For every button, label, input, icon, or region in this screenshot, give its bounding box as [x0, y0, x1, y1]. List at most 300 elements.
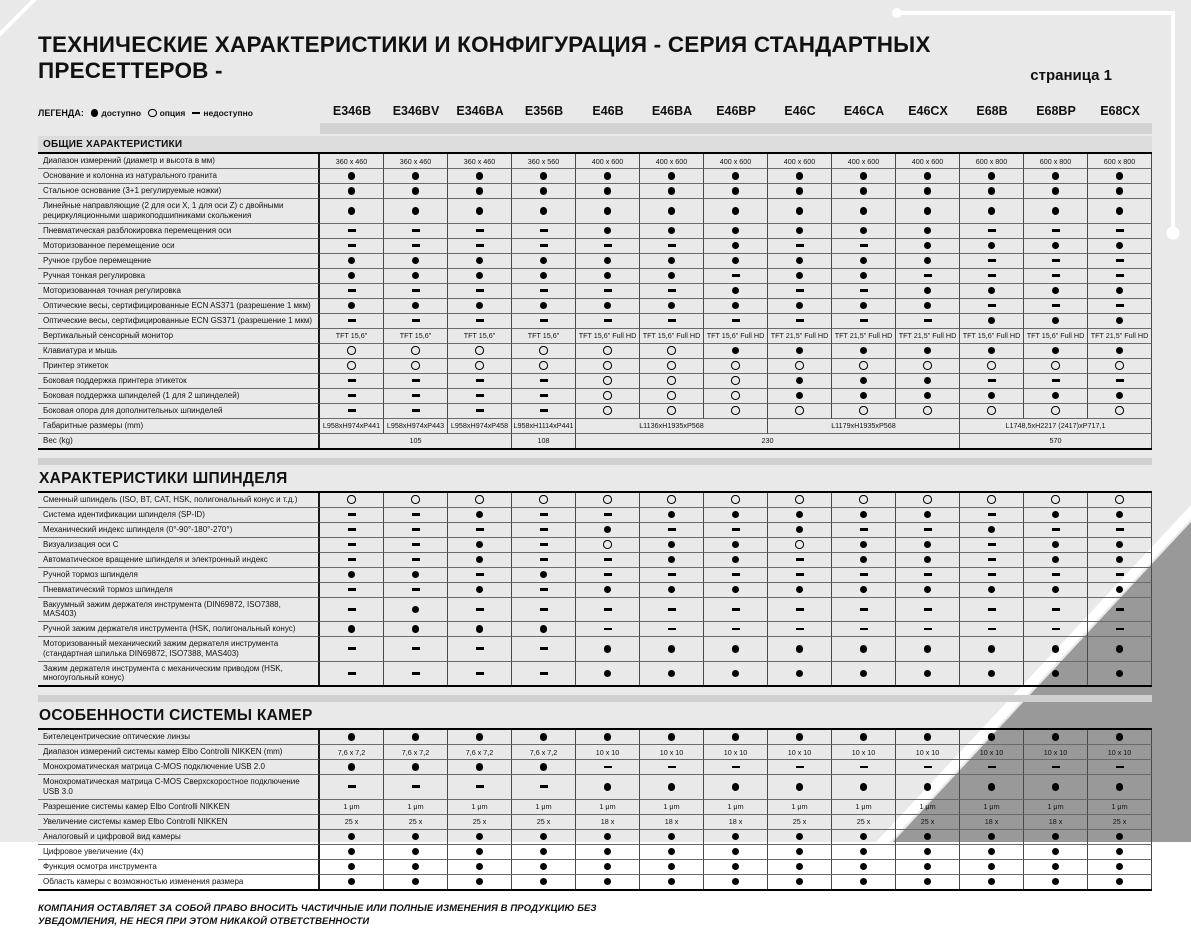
- not-available-icon: [924, 608, 932, 611]
- spec-cell: [960, 860, 1024, 875]
- available-icon: [988, 187, 996, 195]
- available-icon: [412, 207, 420, 215]
- not-available-icon: [540, 647, 548, 650]
- not-available-icon: [732, 274, 740, 277]
- not-available-icon: [1052, 379, 1060, 382]
- available-icon: [1052, 347, 1060, 355]
- option-icon: [987, 361, 996, 370]
- spec-cell: [768, 169, 832, 184]
- option-icon: [923, 495, 932, 504]
- spec-cell: [704, 830, 768, 845]
- available-icon: [988, 207, 996, 215]
- spec-cell: [704, 860, 768, 875]
- not-available-icon: [412, 289, 420, 292]
- not-available-icon: [1116, 573, 1124, 576]
- row-label: Вертикальный сенсорный монитор: [38, 329, 320, 344]
- available-icon: [924, 242, 932, 250]
- available-icon: [796, 645, 804, 653]
- model-column-header: E46CA: [832, 104, 896, 120]
- spec-cell: [448, 622, 512, 637]
- spec-table: [38, 493, 1152, 688]
- spec-cell: [448, 224, 512, 239]
- table-row: [38, 598, 1152, 623]
- spec-cell: [896, 224, 960, 239]
- available-icon: [476, 586, 484, 594]
- spec-cell: [960, 568, 1024, 583]
- available-icon: [476, 187, 484, 195]
- not-available-icon: [412, 379, 420, 382]
- available-icon: [1052, 207, 1060, 215]
- spec-cell: [576, 389, 640, 404]
- option-icon: [603, 406, 612, 415]
- option-icon: [795, 361, 804, 370]
- option-icon: [859, 495, 868, 504]
- spec-cell: [960, 404, 1024, 419]
- available-icon: [604, 783, 612, 791]
- spec-cell: [576, 730, 640, 745]
- not-available-icon: [412, 672, 420, 675]
- spec-cell: [1024, 730, 1088, 745]
- available-icon: [1116, 172, 1124, 180]
- not-available-icon: [924, 766, 932, 769]
- spec-cell: [1024, 169, 1088, 184]
- not-available-icon: [732, 573, 740, 576]
- not-available-icon: [604, 573, 612, 576]
- available-icon: [604, 863, 612, 871]
- spec-cell: [384, 662, 448, 686]
- spec-cell: [1024, 299, 1088, 314]
- option-icon: [795, 540, 804, 549]
- spec-cell: [384, 404, 448, 419]
- spec-cell: 105: [320, 434, 512, 448]
- spec-cell: [384, 523, 448, 538]
- available-icon: [924, 302, 932, 310]
- available-icon: [604, 848, 612, 856]
- not-available-icon: [412, 558, 420, 561]
- spec-cell: [960, 269, 1024, 284]
- spec-cell: [1024, 199, 1088, 224]
- available-icon: [924, 257, 932, 265]
- not-available-icon: [604, 244, 612, 247]
- available-icon: [604, 670, 612, 678]
- not-available-icon: [540, 289, 548, 292]
- available-icon: [732, 187, 740, 195]
- spec-cell: [576, 224, 640, 239]
- spec-cell: [512, 553, 576, 568]
- spec-cell: 18 x: [704, 815, 768, 830]
- model-column-header: E346BV: [384, 104, 448, 120]
- available-icon: [412, 863, 420, 871]
- row-label: Моторизованный механический зажим держателя инструмента (стандартная шпилька DIN69872, ISO7388, MAS403): [38, 637, 320, 662]
- spec-cell: [704, 508, 768, 523]
- not-available-icon: [860, 319, 868, 322]
- option-icon: [731, 406, 740, 415]
- option-icon: [1051, 361, 1060, 370]
- row-label: Стальное основание (3+1 регулируемые ножки): [38, 184, 320, 199]
- not-available-icon: [1116, 628, 1124, 631]
- table-row: [38, 389, 1152, 404]
- available-icon: [732, 287, 740, 295]
- spec-cell: [640, 224, 704, 239]
- option-icon: [731, 376, 740, 385]
- spec-cell: [704, 568, 768, 583]
- spec-cell: [960, 169, 1024, 184]
- available-icon: [476, 257, 484, 265]
- spec-cell: [1088, 493, 1152, 508]
- not-available-icon: [1052, 608, 1060, 611]
- spec-cell: [832, 875, 896, 889]
- model-column-header: E356B: [512, 104, 576, 120]
- model-column-header: E346B: [320, 104, 384, 120]
- spec-cell: [576, 314, 640, 329]
- not-available-icon: [412, 528, 420, 531]
- spec-cell: [960, 199, 1024, 224]
- spec-cell: 1 μm: [704, 800, 768, 815]
- available-icon: [348, 878, 356, 886]
- spec-cell: [704, 583, 768, 598]
- available-icon: [668, 556, 676, 564]
- spec-cell: 25 x: [832, 815, 896, 830]
- not-available-icon: [668, 244, 676, 247]
- available-icon: [860, 783, 868, 791]
- spec-cell: 10 x 10: [832, 745, 896, 760]
- not-available-icon: [732, 608, 740, 611]
- spec-cell: [896, 374, 960, 389]
- spec-cell: [384, 538, 448, 553]
- not-available-icon: [1116, 259, 1124, 262]
- spec-cell: [1024, 493, 1088, 508]
- spec-cell: [576, 760, 640, 775]
- option-icon: [795, 406, 804, 415]
- spec-cell: [768, 830, 832, 845]
- spec-cell: [896, 637, 960, 662]
- not-available-icon: [988, 608, 996, 611]
- available-icon: [1116, 556, 1124, 564]
- available-icon: [476, 302, 484, 310]
- spec-cell: [704, 622, 768, 637]
- spec-cell: [576, 875, 640, 889]
- row-label: Механический индекс шпинделя (0°-90°-180°-270°): [38, 523, 320, 538]
- spec-cell: [704, 254, 768, 269]
- spec-cell: [768, 314, 832, 329]
- not-available-icon: [1052, 259, 1060, 262]
- option-icon: [539, 361, 548, 370]
- option-icon: [411, 346, 420, 355]
- available-icon: [604, 302, 612, 310]
- spec-cell: [1024, 830, 1088, 845]
- not-available-icon: [1052, 628, 1060, 631]
- spec-cell: [960, 775, 1024, 800]
- spec-cell: 1 μm: [768, 800, 832, 815]
- spec-cell: [1088, 830, 1152, 845]
- spec-cell: [384, 637, 448, 662]
- not-available-icon: [348, 785, 356, 788]
- not-available-icon: [348, 672, 356, 675]
- table-row: [38, 830, 1152, 845]
- spec-cell: [640, 239, 704, 254]
- table-row: [38, 760, 1152, 775]
- spec-cell: [1024, 404, 1088, 419]
- available-icon: [412, 571, 420, 579]
- spec-cell: [320, 169, 384, 184]
- spec-cell: [704, 389, 768, 404]
- spec-table: [38, 730, 1152, 891]
- spec-cell: [384, 299, 448, 314]
- table-row: [38, 662, 1152, 686]
- available-icon: [924, 207, 932, 215]
- row-label: Аналоговый и цифровой вид камеры: [38, 830, 320, 845]
- spec-cell: [768, 493, 832, 508]
- available-icon: [860, 586, 868, 594]
- available-icon: [668, 670, 676, 678]
- not-available-icon: [860, 528, 868, 531]
- available-icon: [924, 347, 932, 355]
- available-icon: [796, 257, 804, 265]
- spec-cell: [768, 662, 832, 686]
- table-row: [38, 239, 1152, 254]
- spec-cell: TFT 15,6": [384, 329, 448, 344]
- table-row: [38, 184, 1152, 199]
- not-available-icon: [348, 244, 356, 247]
- spec-cell: TFT 21,5" Full HD: [832, 329, 896, 344]
- spec-cell: [640, 830, 704, 845]
- available-icon: [1116, 392, 1124, 400]
- option-icon: [347, 495, 356, 504]
- spec-cell: TFT 21,5" Full HD: [896, 329, 960, 344]
- available-icon: [476, 833, 484, 841]
- available-icon: [1116, 242, 1124, 250]
- spec-cell: [832, 224, 896, 239]
- spec-cell: TFT 21,5" Full HD: [768, 329, 832, 344]
- spec-cell: 360 x 460: [320, 154, 384, 169]
- spec-cell: 18 x: [1024, 815, 1088, 830]
- spec-cell: [576, 299, 640, 314]
- not-available-icon: [796, 608, 804, 611]
- spec-cell: [512, 637, 576, 662]
- spec-cell: 1 μm: [576, 800, 640, 815]
- spec-cell: [512, 583, 576, 598]
- not-available-icon: [1052, 766, 1060, 769]
- spec-cell: [832, 314, 896, 329]
- spec-cell: [320, 538, 384, 553]
- spec-cell: [320, 284, 384, 299]
- option-icon: [475, 361, 484, 370]
- not-available-icon: [796, 558, 804, 561]
- available-icon: [924, 392, 932, 400]
- spec-cell: [1088, 344, 1152, 359]
- not-available-icon: [348, 543, 356, 546]
- legend-item-unavailable: [192, 108, 253, 118]
- spec-cell: [576, 184, 640, 199]
- spec-cell: [384, 568, 448, 583]
- not-available-icon: [476, 785, 484, 788]
- spec-cell: [768, 254, 832, 269]
- spec-cell: [384, 344, 448, 359]
- available-icon: [668, 172, 676, 180]
- spec-cell: [512, 254, 576, 269]
- spec-cell: [768, 553, 832, 568]
- spec-cell: [384, 184, 448, 199]
- spec-cell: 10 x 10: [1088, 745, 1152, 760]
- not-available-icon: [924, 319, 932, 322]
- available-icon: [668, 257, 676, 265]
- row-label: Вес (kg): [38, 434, 320, 448]
- available-icon: [732, 227, 740, 235]
- spec-cell: [1024, 845, 1088, 860]
- not-available-icon: [988, 513, 996, 516]
- spec-cell: 10 x 10: [1024, 745, 1088, 760]
- spec-cell: [320, 775, 384, 800]
- spec-cell: 400 x 600: [640, 154, 704, 169]
- available-icon: [988, 670, 996, 678]
- spec-cell: 400 x 600: [832, 154, 896, 169]
- spec-cell: 25 x: [768, 815, 832, 830]
- option-icon: [667, 361, 676, 370]
- spec-cell: [320, 637, 384, 662]
- available-icon: [796, 187, 804, 195]
- spec-cell: [896, 622, 960, 637]
- spec-cell: TFT 15,6": [512, 329, 576, 344]
- spec-cell: [640, 344, 704, 359]
- available-icon: [604, 733, 612, 741]
- spec-cell: [576, 637, 640, 662]
- available-icon: [476, 863, 484, 871]
- spec-cell: [640, 389, 704, 404]
- spec-cell: [768, 622, 832, 637]
- spec-cell: 1 μm: [512, 800, 576, 815]
- spec-cell: [960, 598, 1024, 623]
- spec-cell: [960, 508, 1024, 523]
- available-icon: [796, 848, 804, 856]
- available-icon: [796, 392, 804, 400]
- available-icon: [732, 645, 740, 653]
- available-icon: [988, 347, 996, 355]
- spec-cell: [1088, 269, 1152, 284]
- not-available-icon: [412, 409, 420, 412]
- not-available-icon: [412, 229, 420, 232]
- spec-cell: [768, 389, 832, 404]
- model-column-header: E46BA: [640, 104, 704, 120]
- spec-cell: [640, 374, 704, 389]
- available-icon: [860, 347, 868, 355]
- spec-cell: 360 x 460: [448, 154, 512, 169]
- spec-cell: [1088, 184, 1152, 199]
- spec-cell: [448, 598, 512, 623]
- spec-cell: [832, 523, 896, 538]
- spec-cell: [512, 299, 576, 314]
- model-column-header: E68CX: [1088, 104, 1152, 120]
- not-available-icon: [476, 672, 484, 675]
- model-header-row: [38, 104, 1152, 120]
- not-available-icon: [1116, 608, 1124, 611]
- spec-cell: [576, 284, 640, 299]
- spec-cell: [704, 662, 768, 686]
- spec-cell: [960, 662, 1024, 686]
- spec-cell: [320, 404, 384, 419]
- option-icon: [1051, 495, 1060, 504]
- available-icon: [1116, 347, 1124, 355]
- spec-cell: [512, 284, 576, 299]
- not-available-icon: [732, 628, 740, 631]
- spec-cell: [448, 508, 512, 523]
- spec-cell: [704, 199, 768, 224]
- row-label: Монохроматическая матрица C-MOS Сверхскоростное подключение USB 3.0: [38, 775, 320, 800]
- spec-cell: [832, 199, 896, 224]
- table-row: [38, 800, 1152, 815]
- spec-cell: [960, 637, 1024, 662]
- accent-line-end-dot: [1167, 227, 1180, 240]
- spec-cell: [512, 404, 576, 419]
- table-row: [38, 622, 1152, 637]
- available-icon: [924, 227, 932, 235]
- spec-cell: [640, 662, 704, 686]
- spec-cell: [512, 493, 576, 508]
- available-icon: [540, 187, 548, 195]
- not-available-icon: [988, 766, 996, 769]
- spec-cell: [768, 860, 832, 875]
- spec-cell: [832, 662, 896, 686]
- not-available-icon: [476, 528, 484, 531]
- spec-cell: [1024, 523, 1088, 538]
- spec-cell: [640, 875, 704, 889]
- not-available-icon: [604, 513, 612, 516]
- spec-cell: [640, 523, 704, 538]
- not-available-icon: [668, 766, 676, 769]
- not-available-icon: [1052, 573, 1060, 576]
- available-icon: [1052, 556, 1060, 564]
- available-icon: [604, 526, 612, 534]
- row-label: Клавиатура и мышь: [38, 344, 320, 359]
- spec-cell: [384, 553, 448, 568]
- available-icon: [604, 257, 612, 265]
- spec-cell: [704, 284, 768, 299]
- spec-cell: [576, 344, 640, 359]
- available-icon: [348, 763, 356, 771]
- not-available-icon: [860, 608, 868, 611]
- available-icon: [924, 172, 932, 180]
- row-label: Пневматический тормоз шпинделя: [38, 583, 320, 598]
- spec-cell: [896, 299, 960, 314]
- row-label: Цифровое увеличение (4x): [38, 845, 320, 860]
- spec-cell: [832, 598, 896, 623]
- spec-cell: [832, 760, 896, 775]
- available-icon: [796, 863, 804, 871]
- spec-cell: 10 x 10: [704, 745, 768, 760]
- spec-cell: [896, 493, 960, 508]
- spec-cell: [320, 730, 384, 745]
- available-icon: [348, 848, 356, 856]
- not-available-icon: [796, 573, 804, 576]
- spec-cell: [960, 875, 1024, 889]
- spec-cell: [960, 284, 1024, 299]
- legend-label: ЛЕГЕНДА:: [38, 108, 84, 118]
- available-icon: [732, 783, 740, 791]
- spec-cell: [768, 775, 832, 800]
- available-icon: [412, 878, 420, 886]
- table-row: [38, 553, 1152, 568]
- available-icon: [348, 187, 356, 195]
- available-icon: [860, 257, 868, 265]
- spec-cell: [384, 493, 448, 508]
- spec-cell: [384, 269, 448, 284]
- spec-cell: [640, 598, 704, 623]
- spec-cell: [832, 344, 896, 359]
- spec-cell: [768, 374, 832, 389]
- accent-line-start-dot: [892, 8, 902, 18]
- spec-cell: [576, 845, 640, 860]
- not-available-icon: [1052, 229, 1060, 232]
- spec-cell: [832, 169, 896, 184]
